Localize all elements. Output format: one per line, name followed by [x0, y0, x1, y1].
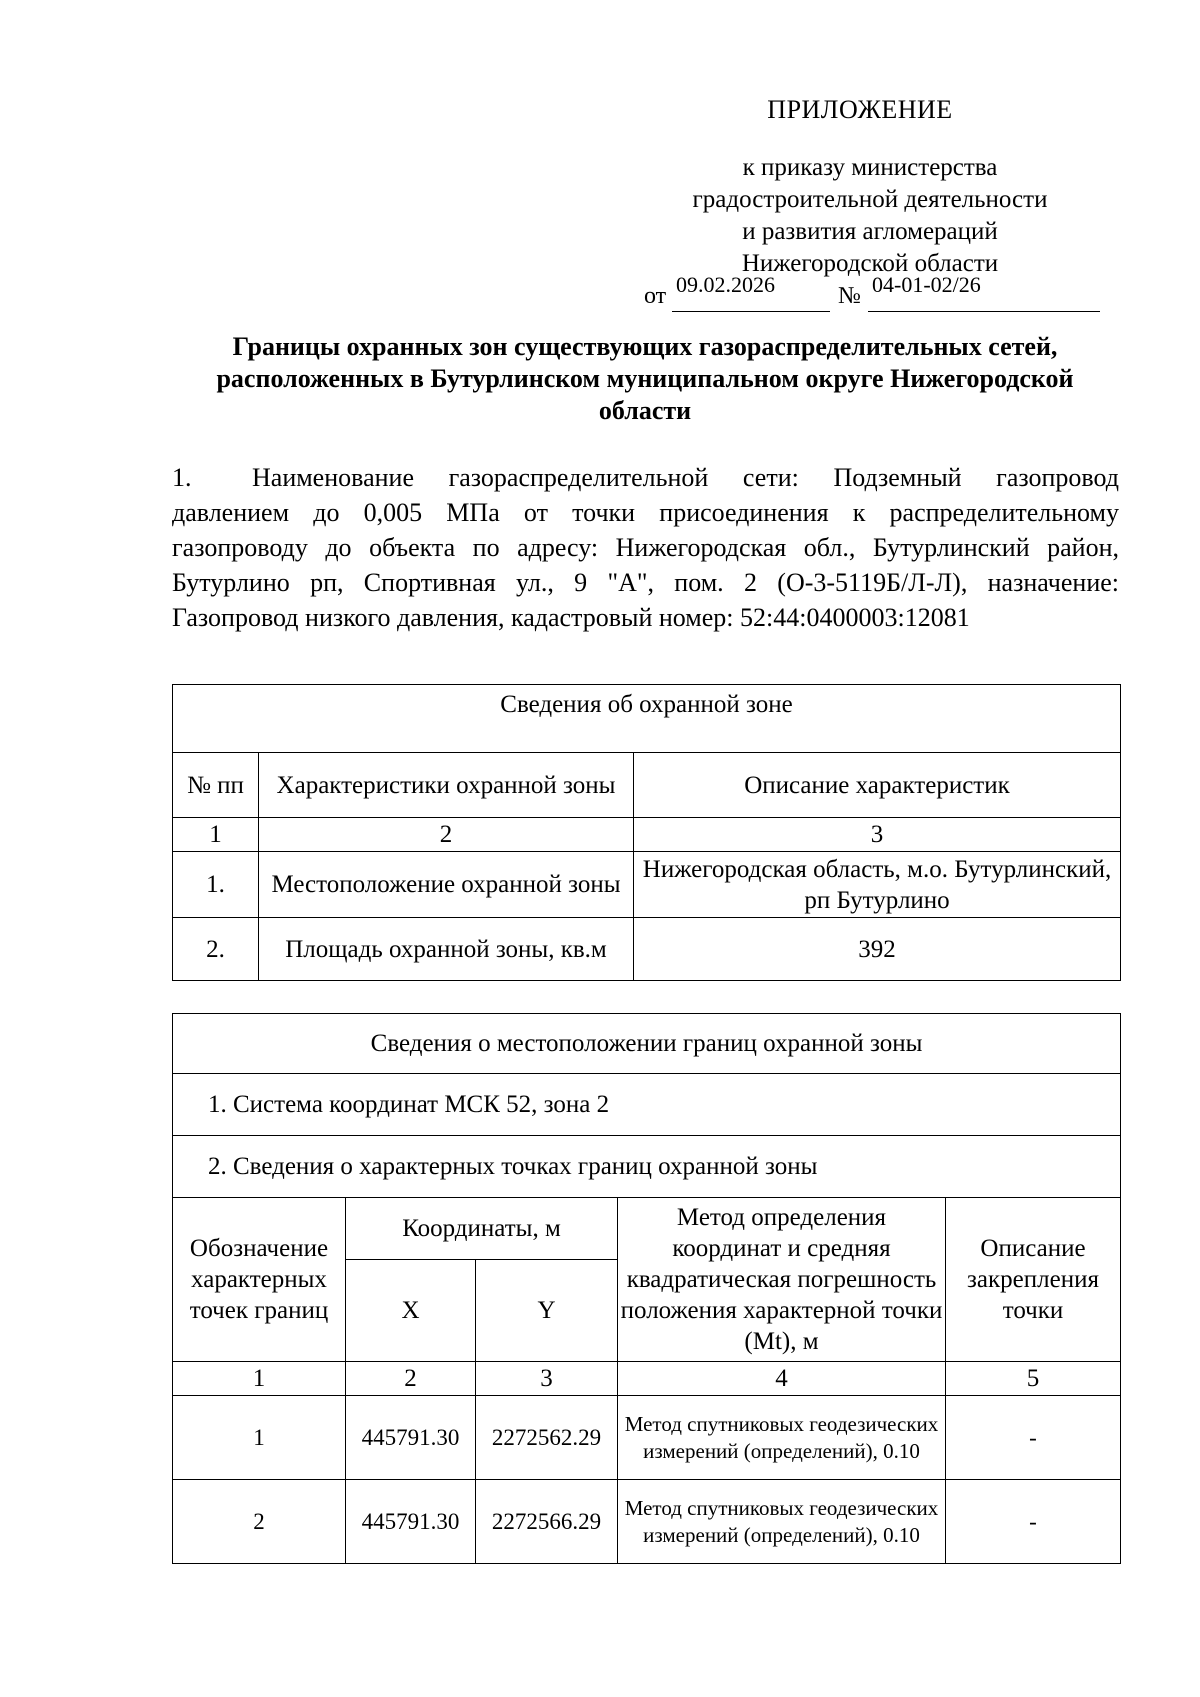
- row-value: 392: [634, 918, 1121, 981]
- header-number: № пп: [173, 753, 259, 818]
- header-characteristics: Характеристики охранной зоны: [259, 753, 634, 818]
- order-date: 09.02.2026: [676, 272, 775, 297]
- point-id: 2: [173, 1480, 346, 1564]
- appendix-block: [640, 95, 1100, 280]
- table-row: [173, 1480, 1121, 1564]
- order-number: 04-01-02/26: [872, 272, 981, 297]
- points-title: 2. Сведения о характерных точках границ охранной зоны: [173, 1136, 1121, 1198]
- appendix-line: к приказу министерства: [742, 154, 998, 181]
- method: Метод спутниковых геодезических измерений (определений), 0.10: [618, 1480, 946, 1564]
- coord-y: 2272566.29: [476, 1480, 618, 1564]
- method: Метод спутниковых геодезических измерений (определений), 0.10: [618, 1396, 946, 1480]
- from-label: от: [644, 283, 667, 309]
- index-cell: 1: [173, 1362, 346, 1396]
- index-cell: 3: [476, 1362, 618, 1396]
- appendix-title: ПРИЛОЖЕНИЕ: [767, 95, 953, 124]
- header-description: Описание характеристик: [634, 753, 1121, 818]
- row-characteristic: Местоположение охранной зоны: [259, 852, 634, 918]
- network-description: [172, 460, 1119, 635]
- coord-x: 445791.30: [346, 1396, 476, 1480]
- table-row: [173, 1396, 1121, 1480]
- table-row: [173, 852, 1121, 918]
- index-cell: 2: [346, 1362, 476, 1396]
- row-number: 2.: [173, 918, 259, 981]
- index-cell: 5: [946, 1362, 1121, 1396]
- paragraph-number: 1.: [172, 463, 192, 492]
- index-cell: 1: [173, 818, 259, 852]
- row-value: Нижегородская область, м.о. Бутурлинский, рп Бутурлино: [634, 852, 1121, 918]
- document-title: Границы охранных зон существующих газораспределительных сетей, расположенных в Бутурлинском муниципальном округе Нижегородской области: [216, 332, 1074, 425]
- appendix-line: Нижегородской области: [741, 250, 999, 277]
- header-x: X: [346, 1260, 476, 1362]
- index-cell: 4: [618, 1362, 946, 1396]
- number-label: №: [838, 283, 861, 309]
- paragraph-text: Наименование газораспределительной сети: Подземный газопровод давлением до 0,005 МПа от точки присоединения к распределительному газопроводу до объекта по адресу: Нижегородская обл., Бутурлинский район, Бутурлино рп, Спортивная ул., 9 "А", пом. 2 (О-3-5119Б/Л-Л), назначение: Газопровод низкого давления, кадастровый номер: 52:44:0400003:12081: [172, 463, 1119, 632]
- coord-x: 445791.30: [346, 1480, 476, 1564]
- appendix-line: и развития агломераций: [742, 218, 998, 245]
- point-id: 1: [173, 1396, 346, 1480]
- header-method: Метод определения координат и средняя квадратическая погрешность положения характерной точки (Mt), м: [618, 1198, 946, 1362]
- header-fixation: Описание закрепления точки: [946, 1198, 1121, 1362]
- zone-info-title: Сведения об охранной зоне: [173, 685, 1121, 753]
- fixation: -: [946, 1480, 1121, 1564]
- coordinate-system: 1. Система координат МСК 52, зона 2: [173, 1074, 1121, 1136]
- row-characteristic: Площадь охранной зоны, кв.м: [259, 918, 634, 981]
- header-designation: Обозначение характерных точек границ: [173, 1198, 346, 1362]
- zone-info-table: [172, 684, 1121, 981]
- appendix-line: градостроительной деятельности: [692, 186, 1048, 213]
- boundary-info-title: Сведения о местоположении границ охранной зоны: [173, 1014, 1121, 1074]
- table-row: [173, 918, 1121, 981]
- coord-y: 2272562.29: [476, 1396, 618, 1480]
- boundary-info-table: [172, 1013, 1121, 1564]
- index-cell: 3: [634, 818, 1121, 852]
- fixation: -: [946, 1396, 1121, 1480]
- order-date-number: [644, 272, 1114, 312]
- header-y: Y: [476, 1260, 618, 1362]
- appendix-lines: [640, 152, 1100, 280]
- index-cell: 2: [259, 818, 634, 852]
- header-coordinates: Координаты, м: [346, 1198, 618, 1260]
- row-number: 1.: [173, 852, 259, 918]
